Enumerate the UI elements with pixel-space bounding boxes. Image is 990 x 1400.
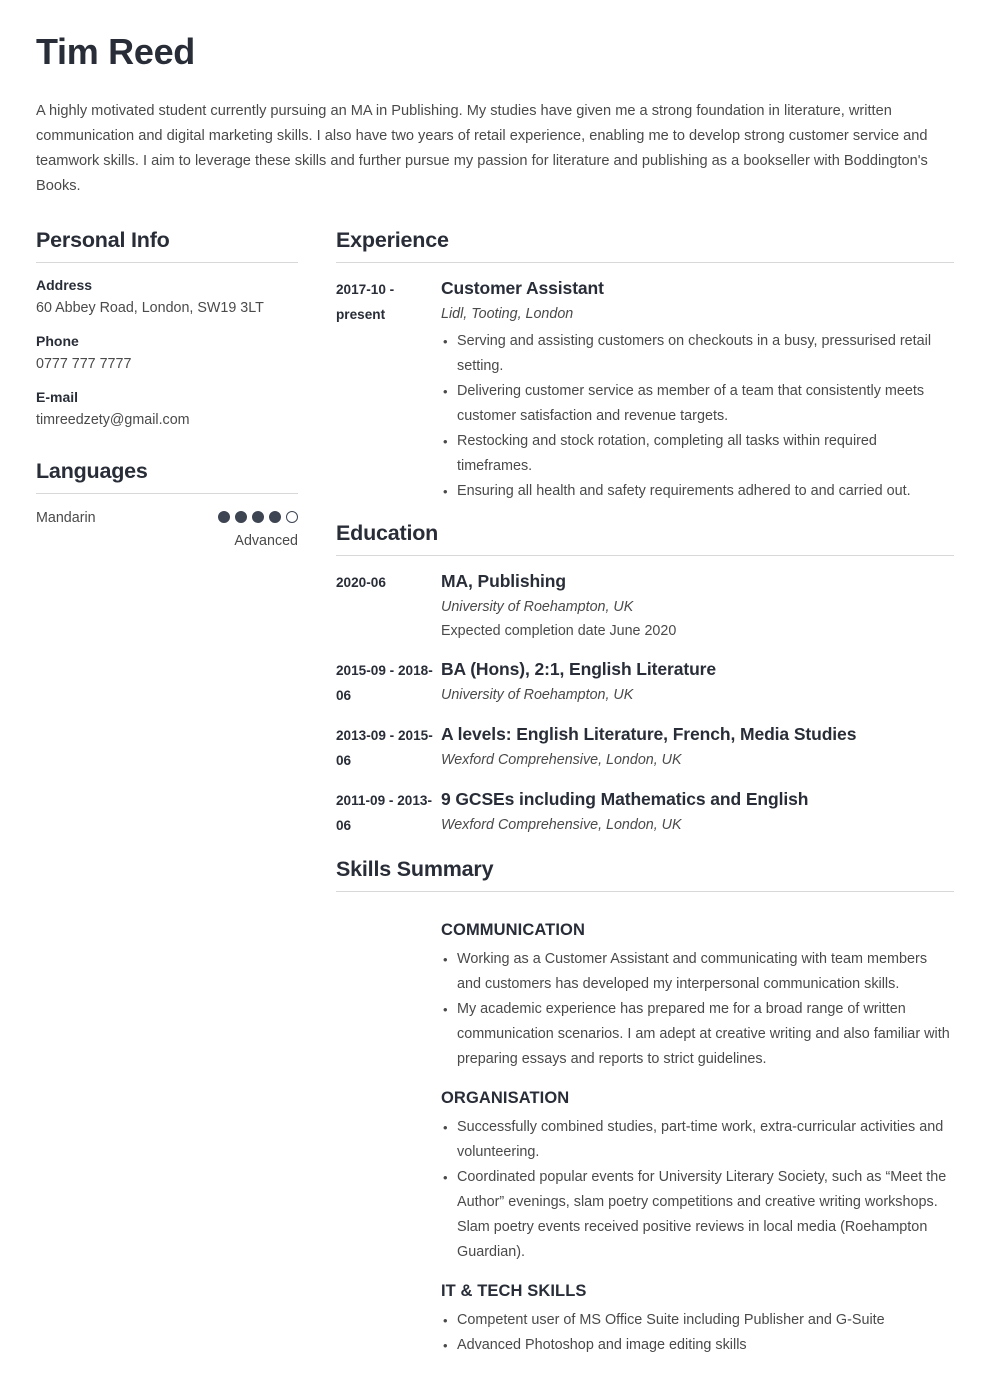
entry-row [336,786,954,838]
section-heading-experience: Experience [336,228,449,253]
entry-note: Expected completion date June 2020 [441,622,677,639]
entry-title: A levels: English Literature, French, Media Studies [441,723,857,744]
section-divider [36,262,298,263]
language-name: Mandarin [36,509,96,526]
section-heading-personal-info: Personal Info [36,228,170,253]
dot-empty-icon [286,511,298,523]
entry-subtitle: University of Roehampton, UK [441,686,634,703]
skills-summary-section [336,856,954,1358]
entry-date: 2020-06 [336,574,386,590]
bullet-item: • Successfully combined studies, part-time work, extra-curricular activities and volunteering. [441,1115,954,1165]
bullet-item: • Ensuring all health and safety requirements adhered to and carried out. [441,479,954,504]
section-heading-skills-summary: Skills Summary [336,856,494,881]
proficiency-dots [218,506,298,528]
section-heading-education: Education [336,521,439,546]
entry-date: 2011-09 - 2013-06 [336,792,432,833]
dot-filled-icon [269,511,281,523]
dot-filled-icon [235,511,247,523]
section-divider [336,891,954,892]
bullet-item: • Restocking and stock rotation, completing all tasks within required timeframes. [441,429,954,479]
language-item [36,506,298,551]
skill-details [441,1072,954,1265]
personal-info-value: 0777 777 7777 [36,356,132,373]
entry-row [336,275,954,504]
entry-row [336,568,954,643]
personal-info-label: Address [36,277,93,294]
personal-info-value: timreedzety@gmail.com [36,412,190,429]
bullet-item: • Competent user of MS Office Suite including Publisher and G-Suite [441,1308,954,1333]
personal-info-item [36,331,298,374]
entry-subtitle: Lidl, Tooting, London [441,306,574,323]
entry-details [441,786,954,837]
entry-details [441,721,954,772]
section-divider [336,262,954,263]
entry-bullet-list [441,329,954,504]
languages-list [36,506,298,551]
section-divider [336,555,954,556]
skill-bullet-list [441,947,954,1072]
skill-group [336,1072,954,1265]
section-heading-languages: Languages [36,459,148,484]
entry-title: MA, Publishing [441,570,566,591]
skill-group [336,1265,954,1358]
entry-title: BA (Hons), 2:1, English Literature [441,658,717,679]
bullet-item: • My academic experience has prepared me for a broad range of written communication scenarios. I am adept at creative writing and also familiar with preparing essays and reports to strict guidelines. [441,997,954,1072]
skill-group-heading: IT & TECH SKILLS [441,1281,587,1300]
entry-subtitle: University of Roehampton, UK [441,598,634,615]
entry-date: 2015-09 - 2018-06 [336,662,433,703]
skill-group [336,904,954,1072]
personal-info-item [36,275,298,318]
entry-date: 2013-09 - 2015-06 [336,727,433,768]
entry-row [336,721,954,773]
skill-details [441,1265,954,1358]
personal-info-value: 60 Abbey Road, London, SW19 3LT [36,300,264,317]
bullet-item: • Coordinated popular events for University Literary Society, such as “Meet the Author” evenings, slam poetry competitions and creative writing workshops. Slam poetry events received positive reviews in local media (Roehampton Guardian). [441,1165,954,1265]
dot-filled-icon [252,511,264,523]
experience-section [336,227,954,504]
main-content [333,227,954,1364]
personal-info-label: Phone [36,333,79,350]
bullet-item: • Serving and assisting customers on checkouts in a busy, pressurised retail setting. [441,329,954,379]
skill-group-heading: ORGANISATION [441,1088,570,1107]
entry-subtitle: Wexford Comprehensive, London, UK [441,751,682,768]
section-divider [36,493,298,494]
entry-row [336,656,954,708]
professional-summary: A highly motivated student currently pursuing an MA in Publishing. My studies have given me a strong foundation in literature, written communication and digital marketing skills. I also have two years of retail experience, enabling me to develop strong customer service and teamwork skills. I aim to leverage these skills and further pursue my passion for literature and publishing as a bookseller with Boddington's Books. [36,103,928,195]
skills-groups [336,904,954,1358]
languages-section [36,458,298,551]
sidebar [36,227,333,557]
bullet-item: • Delivering customer service as member of a team that consistently meets customer satisfaction and revenue targets. [441,379,954,429]
education-section [336,520,954,838]
bullet-item: • Advanced Photoshop and image editing skills [441,1333,954,1358]
entry-details [441,656,954,707]
entry-date: 2017-10 - present [336,282,395,323]
entry-subtitle: Wexford Comprehensive, London, UK [441,816,682,833]
dot-filled-icon [218,511,230,523]
skill-bullet-list [441,1115,954,1265]
resume-header [0,0,990,199]
entry-title: 9 GCSEs including Mathematics and English [441,788,809,809]
skill-bullet-list [441,1308,954,1358]
personal-info-item [36,387,298,430]
personal-info-section [36,227,298,430]
skill-group-heading: COMMUNICATION [441,920,585,939]
experience-entries [336,275,954,504]
page-title: Tim Reed [36,31,195,72]
personal-info-label: E-mail [36,389,79,406]
personal-info-fields [36,275,298,430]
language-level-label: Advanced [234,532,298,549]
language-rating [218,506,298,551]
entry-details [441,568,954,643]
bullet-item: • Working as a Customer Assistant and communicating with team members and customers has developed my interpersonal communication skills. [441,947,954,997]
resume-body [0,227,990,1364]
skill-details [441,904,954,1072]
education-entries [336,568,954,838]
entry-details [441,275,954,504]
entry-title: Customer Assistant [441,278,604,299]
